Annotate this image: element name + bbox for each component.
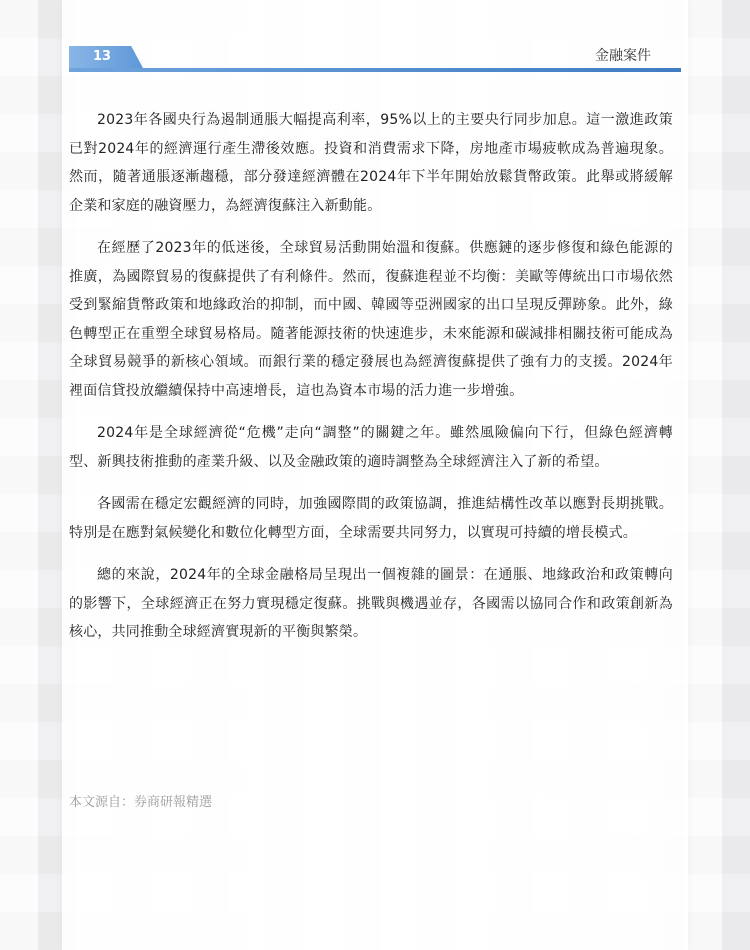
paragraph-4: 各國需在穩定宏觀經濟的同時，加強國際間的政策協調，推進結構性改革以應對長期挑戰。特別是在應對氣候變化和數位化轉型方面，全球需要共同努力，以實現可持續的增長模式。 — [69, 496, 673, 541]
section-title: 金融案件 — [595, 48, 651, 64]
paragraph-3: 2024年是全球經濟從“危機”走向“調整”的關鍵之年。雖然風險偏向下行，但綠色經濟轉型、新興技術推動的產業升級、以及金融政策的適時調整為全球經濟注入了新的希望。 — [69, 425, 673, 470]
paragraph-5: 總的來說，2024年的全球金融格局呈現出一個複雜的圖景：在通脹、地緣政治和政策轉向的影響下，全球經濟正在努力實現穩定復蘇。挑戰與機遇並存，各國需以協同合作和政策創新為核心，共同推動全球經濟實現新的平衡與繁榮。 — [69, 567, 673, 640]
article-body — [69, 106, 673, 661]
paragraph-2: 在經歷了2023年的低迷後，全球貿易活動開始溫和復蘇。供應鏈的逐步修復和綠色能源的推廣，為國際貿易的復蘇提供了有利條件。然而，復蘇進程並不均衡：美歐等傳統出口市場依然受到緊縮貨幣政策和地緣政治的抑制，而中國、韓國等亞洲國家的出口呈現反彈跡象。此外，綠色轉型正在重塑全球貿易格局。隨著能源技術的快速進步，未來能源和碳減排相關技術可能成為全球貿易競爭的新核心領域。而銀行業的穩定發展也為經濟復蘇提供了強有力的支援。2024年裡面信貸投放繼續保持中高速增長，這也為資本市場的活力進一步增強。 — [69, 240, 673, 399]
page-number: 13 — [92, 49, 112, 64]
page-header — [69, 44, 681, 74]
header-divider — [69, 68, 681, 72]
paragraph-1: 2023年各國央行為遏制通脹大幅提高利率，95%以上的主要央行同步加息。這一激進政策已對2024年的經濟運行產生滯後效應。投資和消費需求下降，房地產市場疲軟成為普遍現象。然而，隨著通脹逐漸趨穩，部分發達經濟體在2024年下半年開始放鬆貨幣政策。此舉或將緩解企業和家庭的融資壓力，為經濟復蘇注入新動能。 — [69, 112, 673, 214]
source-note: 本文源自：券商研報精選 — [69, 795, 213, 810]
